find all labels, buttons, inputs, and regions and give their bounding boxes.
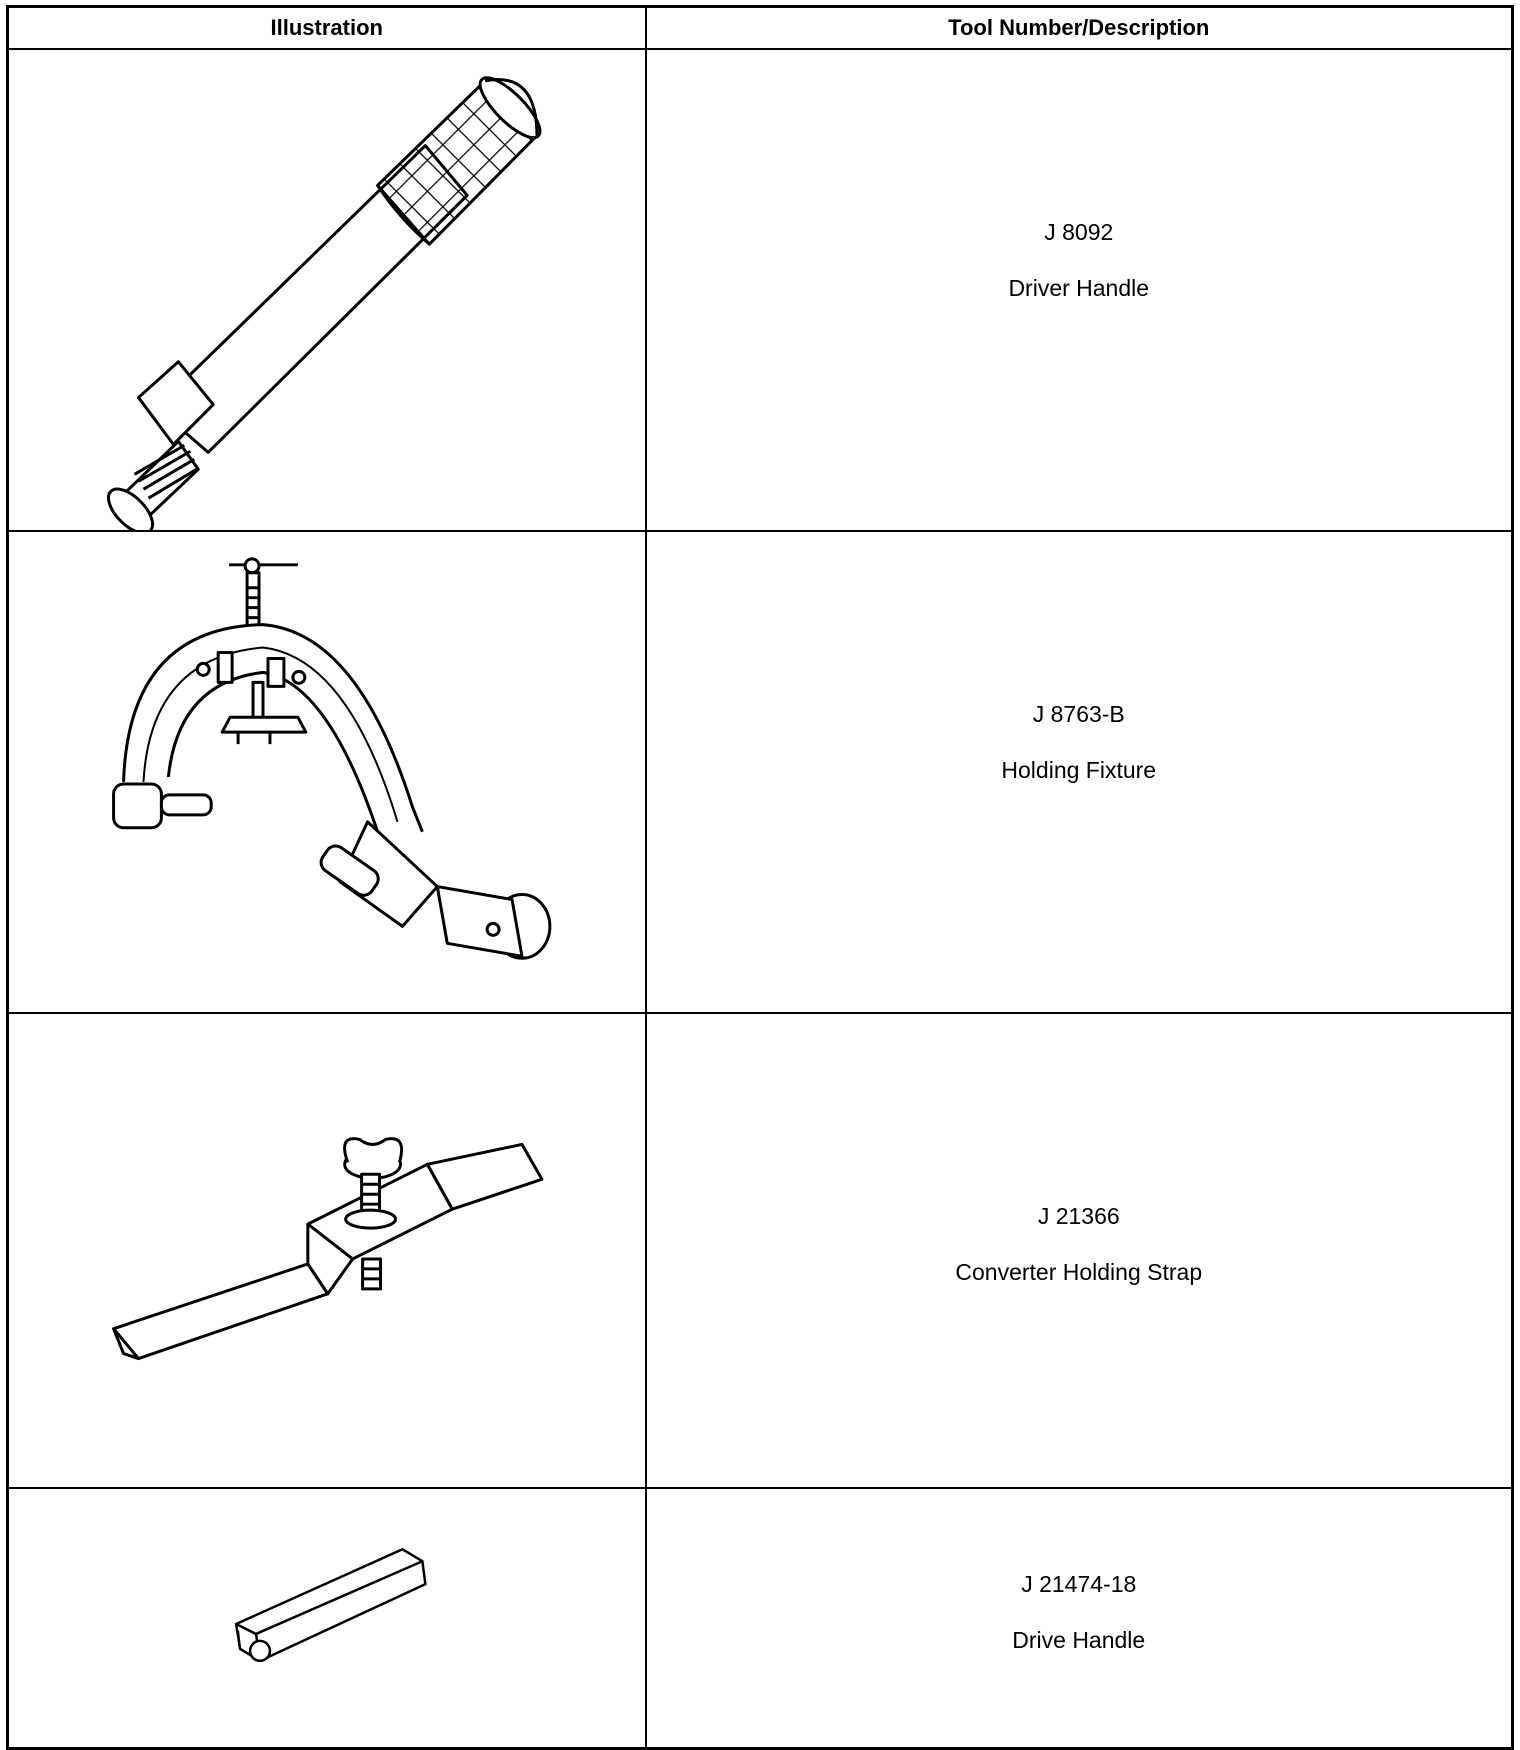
table-row [8, 531, 1513, 1013]
table-row [8, 49, 1513, 531]
converter-holding-strap-icon [9, 1014, 645, 1487]
tool-number: J 8763-B [1032, 700, 1125, 727]
tool-number: J 21474-18 [1021, 1570, 1137, 1597]
header-illustration: Illustration [8, 7, 646, 50]
header-tool-description: Tool Number/Description [646, 7, 1513, 50]
illustration-cell [8, 531, 646, 1013]
tool-description-cell [646, 49, 1513, 531]
driver-handle-icon [9, 50, 645, 530]
illustration-cell [8, 1013, 646, 1488]
table-row [8, 1488, 1513, 1749]
tool-description: Drive Handle [1012, 1626, 1146, 1653]
tool-description: Holding Fixture [1001, 756, 1157, 783]
tool-description-cell [646, 1013, 1513, 1488]
tool-description-cell [646, 531, 1513, 1013]
special-tools-table [6, 5, 1514, 1750]
table-row [8, 1013, 1513, 1488]
tool-description: Driver Handle [1008, 274, 1150, 301]
drive-handle-icon [9, 1489, 645, 1747]
tool-description-cell [646, 1488, 1513, 1749]
tool-number: J 8092 [1044, 218, 1114, 245]
holding-fixture-icon [9, 532, 645, 1012]
illustration-cell [8, 1488, 646, 1749]
tool-number: J 21366 [1037, 1203, 1120, 1229]
table-header-row [8, 7, 1513, 50]
tool-description: Converter Holding Strap [955, 1259, 1203, 1285]
illustration-cell [8, 49, 646, 531]
